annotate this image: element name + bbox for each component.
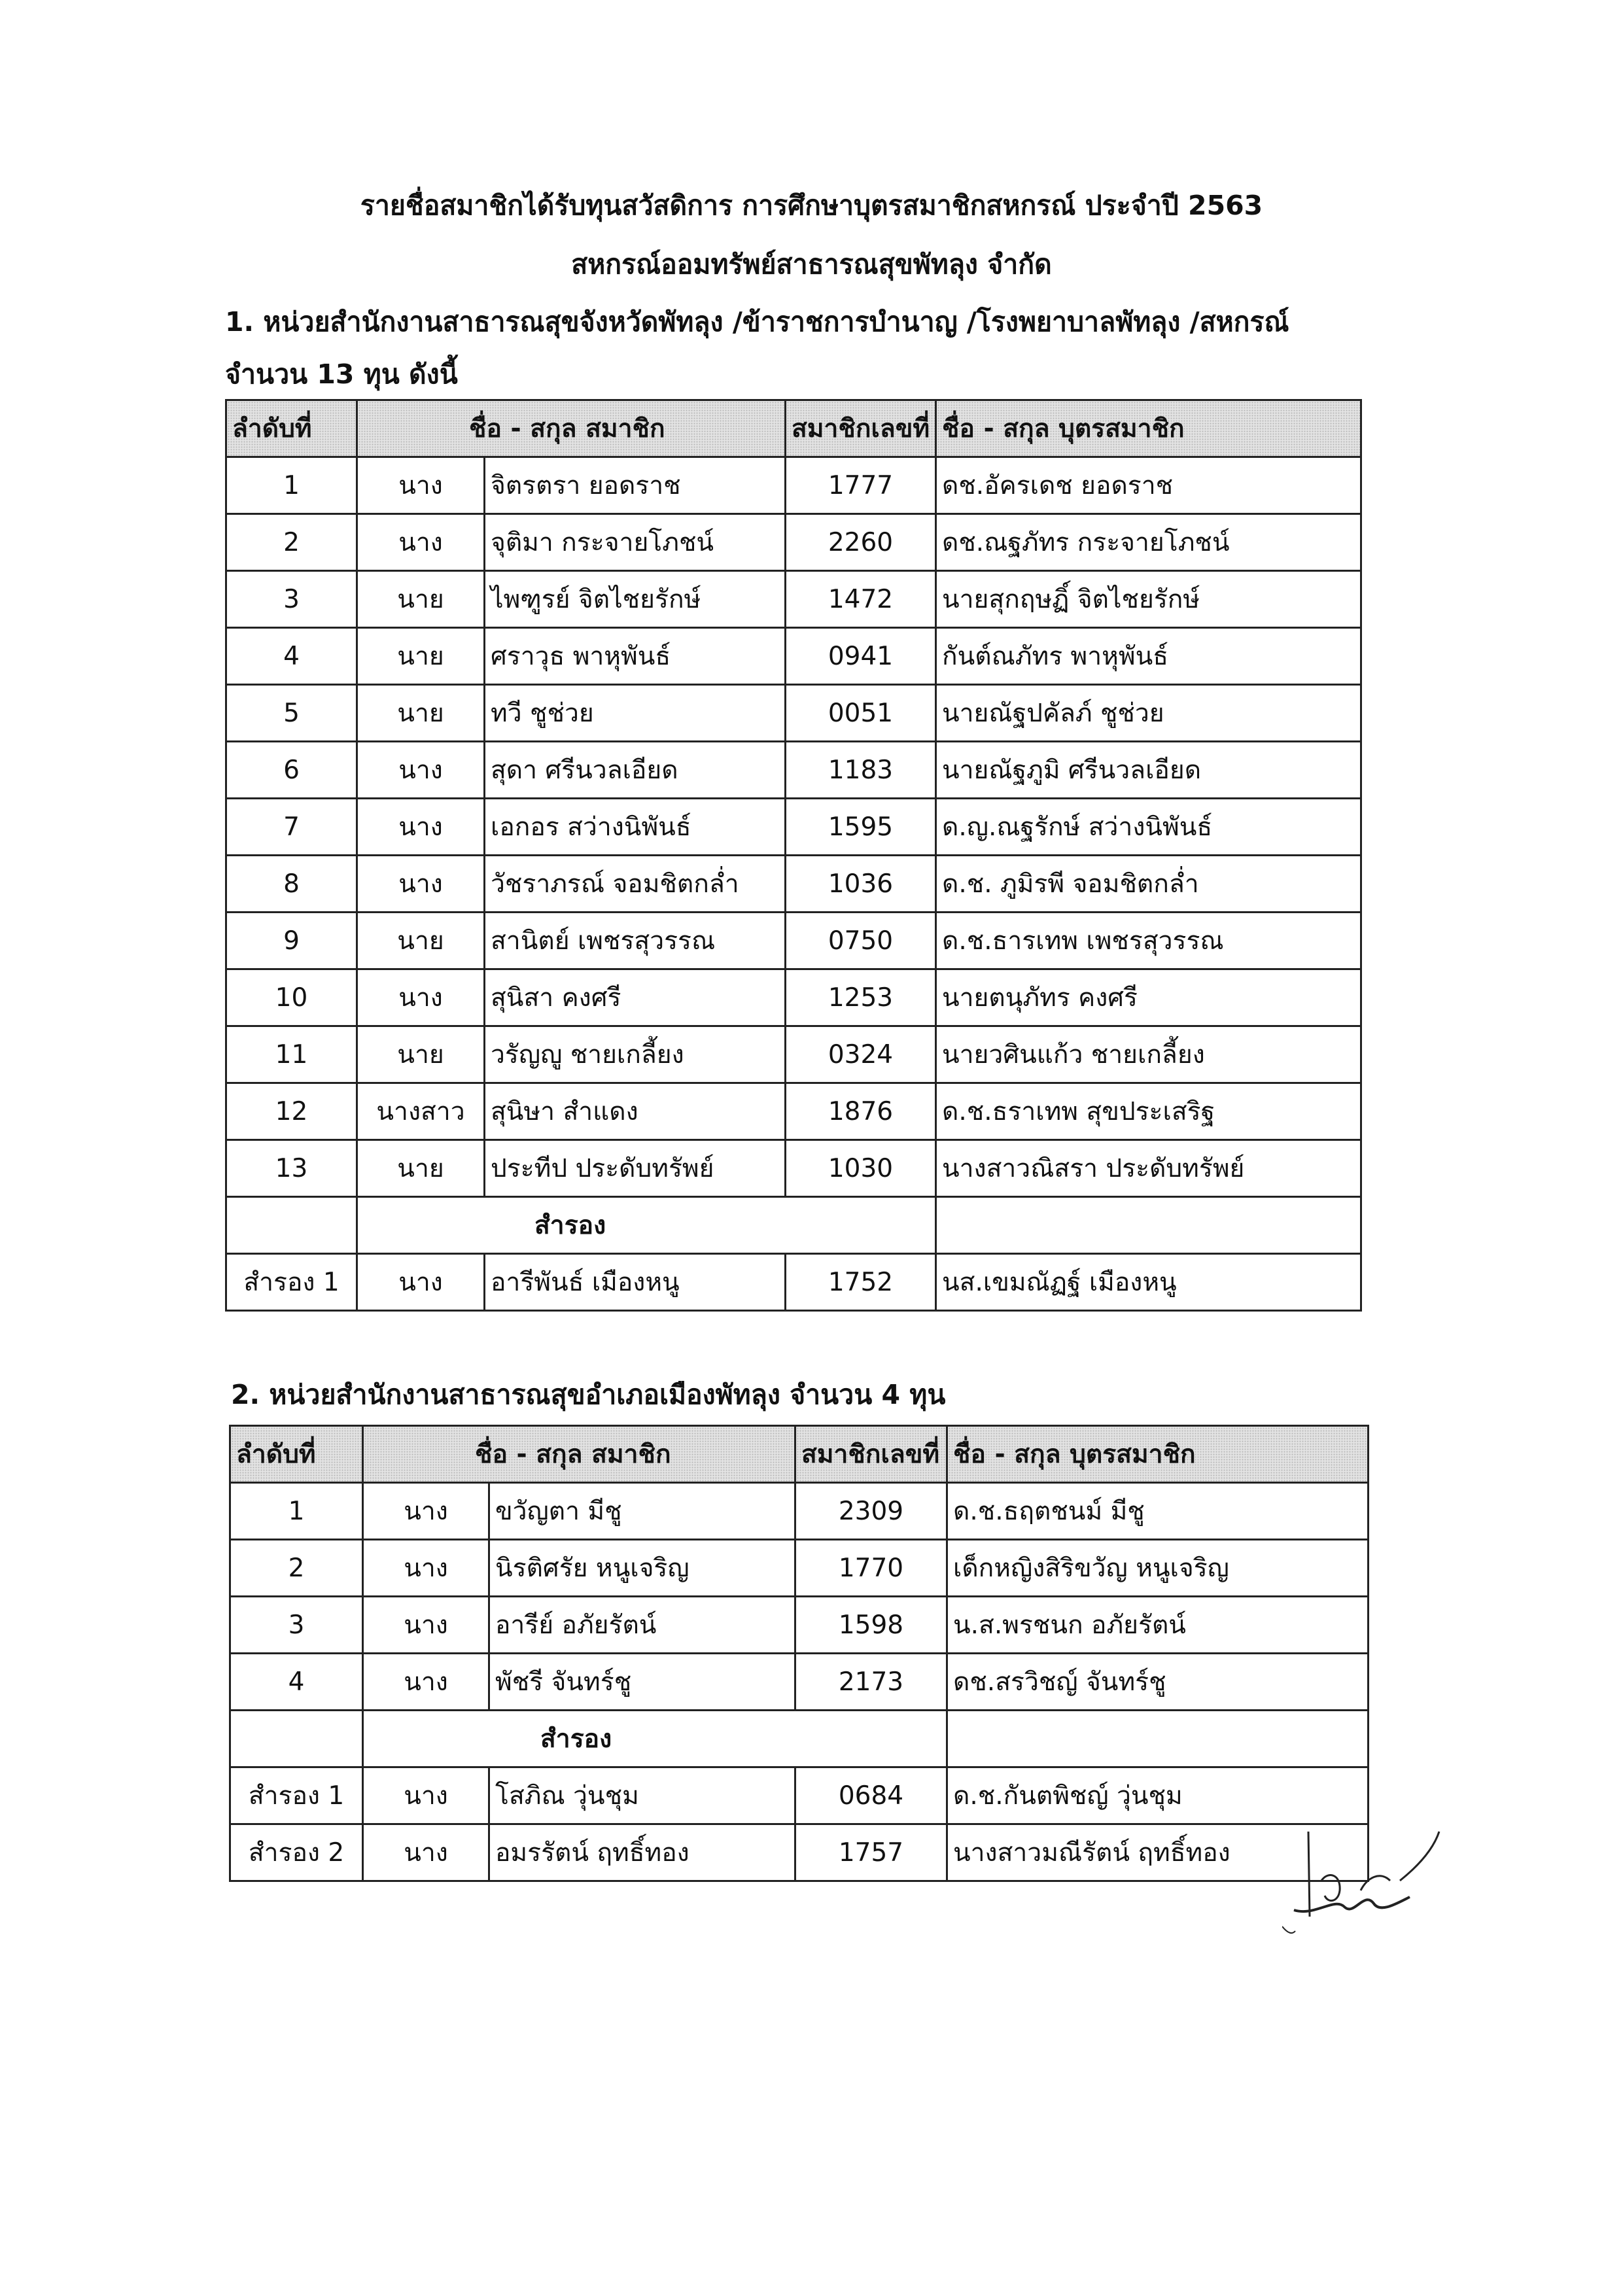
row-order: 12 — [226, 1083, 357, 1140]
member-title: นาย — [357, 913, 485, 969]
member-title: นาง — [363, 1540, 489, 1597]
child-name: ดช.สรวิชญ์ จันทร์ชู — [947, 1654, 1369, 1711]
member-number: 2260 — [786, 514, 936, 571]
member-title: นาง — [357, 856, 485, 913]
member-number: 1876 — [786, 1083, 936, 1140]
member-number: 1030 — [786, 1140, 936, 1197]
member-title: นาย — [357, 628, 485, 685]
section2-heading: 2. หน่วยสำนักงานสาธารณสุขอำเภอเมืองพัทลุง จำนวน 4 ทุน — [231, 1379, 946, 1410]
child-name: ด.ช. ภูมิรพี จอมชิตกล่ำ — [936, 856, 1361, 913]
column-header-child-name: ชื่อ - สกุล บุตรสมาชิก — [947, 1426, 1369, 1483]
member-title: นาง — [363, 1824, 489, 1881]
child-name: นายณัฐภูมิ ศรีนวลเอียด — [936, 742, 1361, 799]
child-name: นางสาวณิสรา ประดับทรัพย์ — [936, 1140, 1361, 1197]
empty-cell — [230, 1711, 363, 1767]
child-name: นางสาวมณีรัตน์ ฤทธิ์ทอง — [947, 1824, 1369, 1881]
section1-heading-count: จำนวน 13 ทุน ดังนี้ — [225, 358, 458, 390]
child-name: นายสุกฤษฏิ์ จิตไชยรักษ์ — [936, 571, 1361, 628]
child-name: เด็กหญิงสิริขวัญ หนูเจริญ — [947, 1540, 1369, 1597]
child-name: นายตนุภัทร คงศรี — [936, 969, 1361, 1026]
member-title: นาง — [363, 1597, 489, 1654]
column-header-order: ลำดับที่ — [226, 400, 357, 457]
empty-cell — [947, 1711, 1369, 1767]
child-name: ด.ช.ธารเทพ เพชรสุวรรณ — [936, 913, 1361, 969]
member-name: สุดา ศรีนวลเอียด — [485, 742, 786, 799]
row-order: 3 — [230, 1597, 363, 1654]
member-name: อารีพันธ์ เมืองหนู — [485, 1254, 786, 1311]
member-title: นาง — [357, 1254, 485, 1311]
member-title: นาง — [357, 969, 485, 1026]
section1-heading: 1. หน่วยสำนักงานสาธารณสุขจังหวัดพัทลุง /ข้าราชการบำนาญ /โรงพยาบาลพัทลุง /สหกรณ์ — [225, 306, 1289, 338]
row-order: 10 — [226, 969, 357, 1026]
document-title: รายชื่อสมาชิกได้รับทุนสวัสดิการ การศึกษาบุตรสมาชิกสหกรณ์ ประจำปี 2563 — [360, 190, 1263, 221]
table-row — [226, 685, 1361, 742]
reserve-row — [230, 1767, 1369, 1824]
row-order: 4 — [226, 628, 357, 685]
row-order: 6 — [226, 742, 357, 799]
column-header-member-name: ชื่อ - สกุล สมาชิก — [363, 1426, 795, 1483]
member-number: 2309 — [795, 1483, 947, 1540]
member-number: 0941 — [786, 628, 936, 685]
row-order: 11 — [226, 1026, 357, 1083]
row-order: 7 — [226, 799, 357, 856]
reserve-row — [226, 1254, 1361, 1311]
table-row — [226, 913, 1361, 969]
child-name: ด.ช.กันตพิชญ์ วุ่นชุม — [947, 1767, 1369, 1824]
table-row — [230, 1597, 1369, 1654]
column-header-member-no: สมาชิกเลขที่ — [786, 400, 936, 457]
table-row — [230, 1483, 1369, 1540]
member-number: 1183 — [786, 742, 936, 799]
member-title: นาง — [357, 742, 485, 799]
member-title: นาง — [357, 457, 485, 514]
member-number: 1752 — [786, 1254, 936, 1311]
member-name: ประทีป ประดับทรัพย์ — [485, 1140, 786, 1197]
member-number: 1595 — [786, 799, 936, 856]
member-title: นาง — [363, 1767, 489, 1824]
child-name: ดช.อัครเดช ยอดราช — [936, 457, 1361, 514]
table-row — [230, 1654, 1369, 1711]
table-row — [226, 856, 1361, 913]
child-name: ด.ช.ธฤตชนม์ มีชู — [947, 1483, 1369, 1540]
table-row — [226, 628, 1361, 685]
table-row — [226, 571, 1361, 628]
child-name: ดช.ณฐภัทร กระจายโภชน์ — [936, 514, 1361, 571]
table-row — [226, 457, 1361, 514]
table-row — [226, 1083, 1361, 1140]
member-name: วรัญญู ชายเกลี้ยง — [485, 1026, 786, 1083]
member-name: ศราวุธ พาหุพันธ์ — [485, 628, 786, 685]
row-order: 13 — [226, 1140, 357, 1197]
row-order: 1 — [230, 1483, 363, 1540]
reserve-subheader-row — [226, 1197, 1361, 1254]
member-name: อมรรัตน์ ฤทธิ์ทอง — [489, 1824, 795, 1881]
member-number: 0051 — [786, 685, 936, 742]
child-name: ด.ญ.ณฐรักษ์ สว่างนิพันธ์ — [936, 799, 1361, 856]
table-row — [226, 799, 1361, 856]
reserve-subheader-row — [230, 1711, 1369, 1767]
member-number: 1598 — [795, 1597, 947, 1654]
empty-cell — [226, 1197, 357, 1254]
member-name: สุนิสา คงศรี — [485, 969, 786, 1026]
row-order: 4 — [230, 1654, 363, 1711]
table-row — [226, 969, 1361, 1026]
member-number: 1253 — [786, 969, 936, 1026]
row-order: 2 — [230, 1540, 363, 1597]
member-title: นาง — [357, 514, 485, 571]
member-number: 1036 — [786, 856, 936, 913]
column-header-member-name: ชื่อ - สกุล สมาชิก — [357, 400, 786, 457]
member-title: นาง — [357, 799, 485, 856]
member-name: ขวัญตา มีชู — [489, 1483, 795, 1540]
column-header-member-no: สมาชิกเลขที่ — [795, 1426, 947, 1483]
member-name: พัชรี จันทร์ชู — [489, 1654, 795, 1711]
row-order: 2 — [226, 514, 357, 571]
member-number: 1472 — [786, 571, 936, 628]
handwritten-signature — [1282, 1818, 1446, 1949]
member-name: วัชราภรณ์ จอมชิตกล่ำ — [485, 856, 786, 913]
member-number: 0750 — [786, 913, 936, 969]
member-number: 1777 — [786, 457, 936, 514]
reserve-row — [230, 1824, 1369, 1881]
member-title: นางสาว — [357, 1083, 485, 1140]
member-name: ทวี ชูช่วย — [485, 685, 786, 742]
row-order: 8 — [226, 856, 357, 913]
member-name: ไพฑูรย์ จิตไชยรักษ์ — [485, 571, 786, 628]
member-name: โสภิณ วุ่นชุม — [489, 1767, 795, 1824]
table-row — [226, 1140, 1361, 1197]
member-name: นิรติศรัย หนูเจริญ — [489, 1540, 795, 1597]
section1-table — [225, 399, 1362, 1312]
member-name: อารีย์ อภัยรัตน์ — [489, 1597, 795, 1654]
member-title: นาย — [357, 571, 485, 628]
member-number: 0684 — [795, 1767, 947, 1824]
member-number: 2173 — [795, 1654, 947, 1711]
child-name: นายวศินแก้ว ชายเกลี้ยง — [936, 1026, 1361, 1083]
row-order: 1 — [226, 457, 357, 514]
table-row — [226, 514, 1361, 571]
table-row — [226, 1026, 1361, 1083]
member-title: นาย — [357, 1026, 485, 1083]
member-title: นาง — [363, 1483, 489, 1540]
column-header-order: ลำดับที่ — [230, 1426, 363, 1483]
row-order: สำรอง 1 — [226, 1254, 357, 1311]
member-number: 1770 — [795, 1540, 947, 1597]
empty-cell — [936, 1197, 1361, 1254]
table-row — [226, 742, 1361, 799]
member-title: นาง — [363, 1654, 489, 1711]
member-name: จุติมา กระจายโภชน์ — [485, 514, 786, 571]
member-name: สานิตย์ เพชรสุวรรณ — [485, 913, 786, 969]
child-name: นายณัฐปคัลภ์ ชูช่วย — [936, 685, 1361, 742]
reserve-label: สำรอง — [357, 1197, 936, 1254]
member-number: 0324 — [786, 1026, 936, 1083]
member-name: จิตรตรา ยอดราช — [485, 457, 786, 514]
child-name: น.ส.พรชนก อภัยรัตน์ — [947, 1597, 1369, 1654]
section2-table — [229, 1425, 1369, 1882]
row-order: 5 — [226, 685, 357, 742]
row-order: 3 — [226, 571, 357, 628]
row-order: 9 — [226, 913, 357, 969]
member-title: นาย — [357, 1140, 485, 1197]
column-header-child-name: ชื่อ - สกุล บุตรสมาชิก — [936, 400, 1361, 457]
child-name: กันต์ณภัทร พาหุพันธ์ — [936, 628, 1361, 685]
reserve-label: สำรอง — [363, 1711, 947, 1767]
row-order: สำรอง 1 — [230, 1767, 363, 1824]
member-name: สุนิษา สำแดง — [485, 1083, 786, 1140]
document-subtitle: สหกรณ์ออมทรัพย์สาธารณสุขพัทลุง จำกัด — [571, 249, 1052, 280]
member-number: 1757 — [795, 1824, 947, 1881]
member-name: เอกอร สว่างนิพันธ์ — [485, 799, 786, 856]
child-name: นส.เขมณัฏฐ์ เมืองหนู — [936, 1254, 1361, 1311]
table-header-row — [226, 400, 1361, 457]
child-name: ด.ช.ธราเทพ สุขประเสริฐ — [936, 1083, 1361, 1140]
member-title: นาย — [357, 685, 485, 742]
table-header-row — [230, 1426, 1369, 1483]
row-order: สำรอง 2 — [230, 1824, 363, 1881]
table-row — [230, 1540, 1369, 1597]
